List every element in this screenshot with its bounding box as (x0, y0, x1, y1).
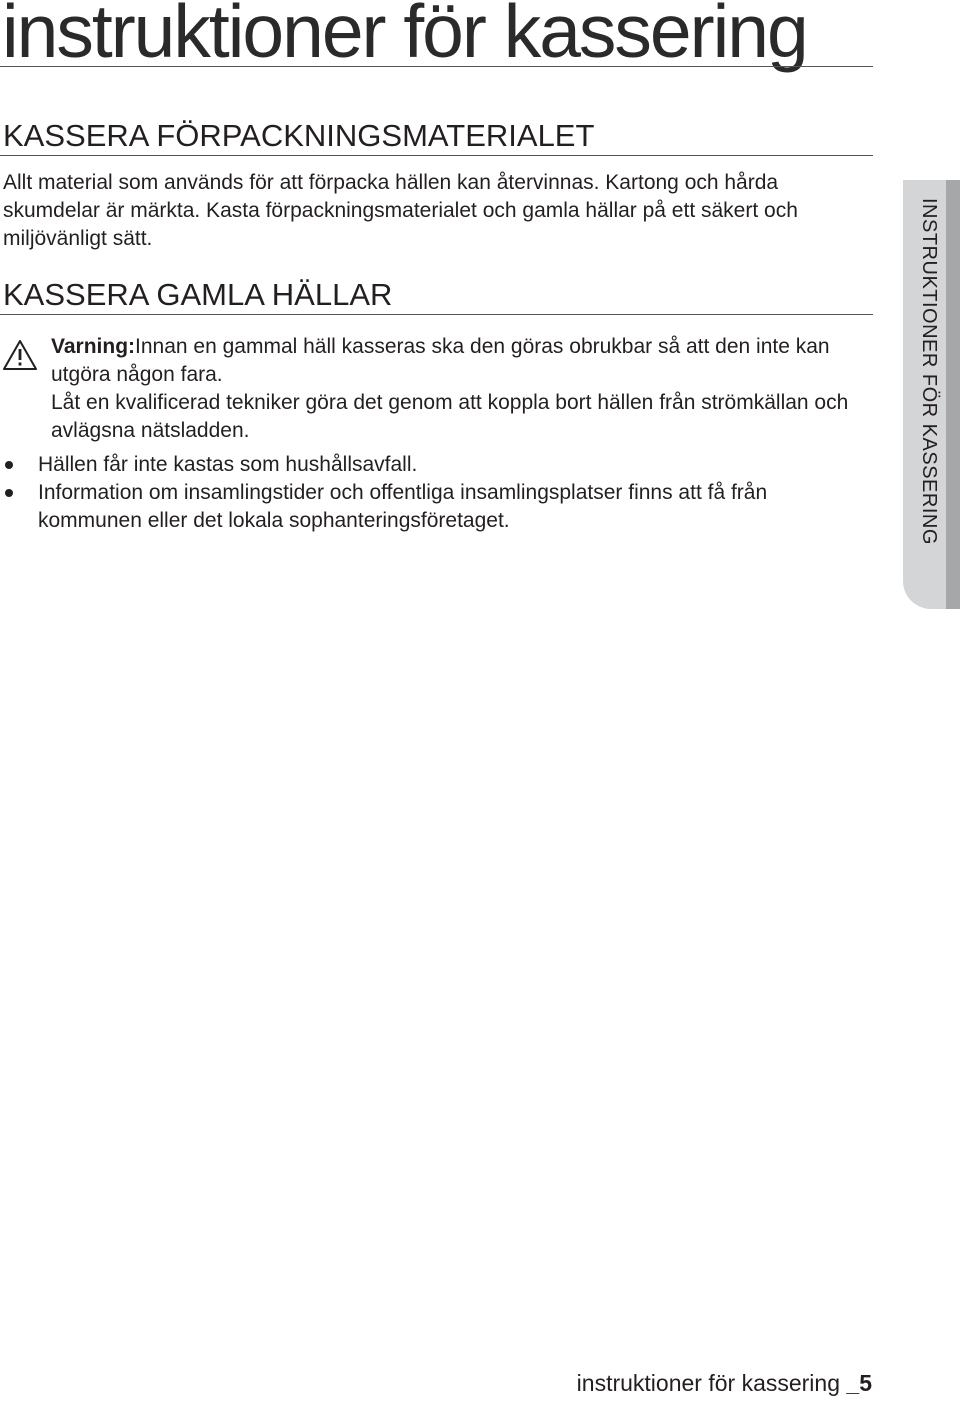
side-tab-edge (946, 180, 960, 609)
disposal-list (0, 451, 860, 535)
section-heading-old-hobs: KASSERA GAMLA HÄLLAR (3, 277, 393, 312)
side-tab-label: INSTRUKTIONER FÖR KASSERING (918, 198, 940, 545)
footer-title: instruktioner för kassering (576, 1370, 847, 1396)
section-divider-old-hobs (0, 314, 873, 315)
page-title: instruktioner för kassering (2, 0, 807, 73)
title-divider (0, 66, 873, 67)
warning-triangle-icon (2, 339, 38, 371)
bullet-icon (5, 461, 13, 469)
warning-instruction: Låt en kvalificerad tekniker göra det genom att koppla bort hällen från strömkällan och avlägsna nätsladden. (51, 391, 849, 442)
section-heading-packaging: KASSERA FÖRPACKNINGSMATERIALET (3, 118, 595, 153)
page-number: _5 (846, 1370, 872, 1396)
page-footer (577, 1372, 872, 1395)
list-item: Hällen får inte kastas som hushållsavfall. (0, 451, 860, 479)
section-divider-packaging (0, 155, 873, 156)
warning-message: Innan en gammal häll kasseras ska den göras obrukbar så att den inte kan utgöra någon fara. (51, 335, 830, 386)
warning-text (51, 333, 881, 445)
list-item: Information om insamlingstider och offentliga insamlingsplatser finns att få från kommunen eller det lokala sophanteringsföretaget. (0, 479, 860, 535)
warning-label: Varning: (51, 335, 136, 358)
chapter-side-tab (903, 180, 960, 609)
bullet-icon (5, 489, 13, 497)
packaging-paragraph: Allt material som används för att förpacka hällen kan återvinnas. Kartong och hårda skumdelar är märkta. Kasta förpackningsmaterialet och gamla hällar på ett säkert och miljövänligt sätt. (3, 171, 798, 250)
